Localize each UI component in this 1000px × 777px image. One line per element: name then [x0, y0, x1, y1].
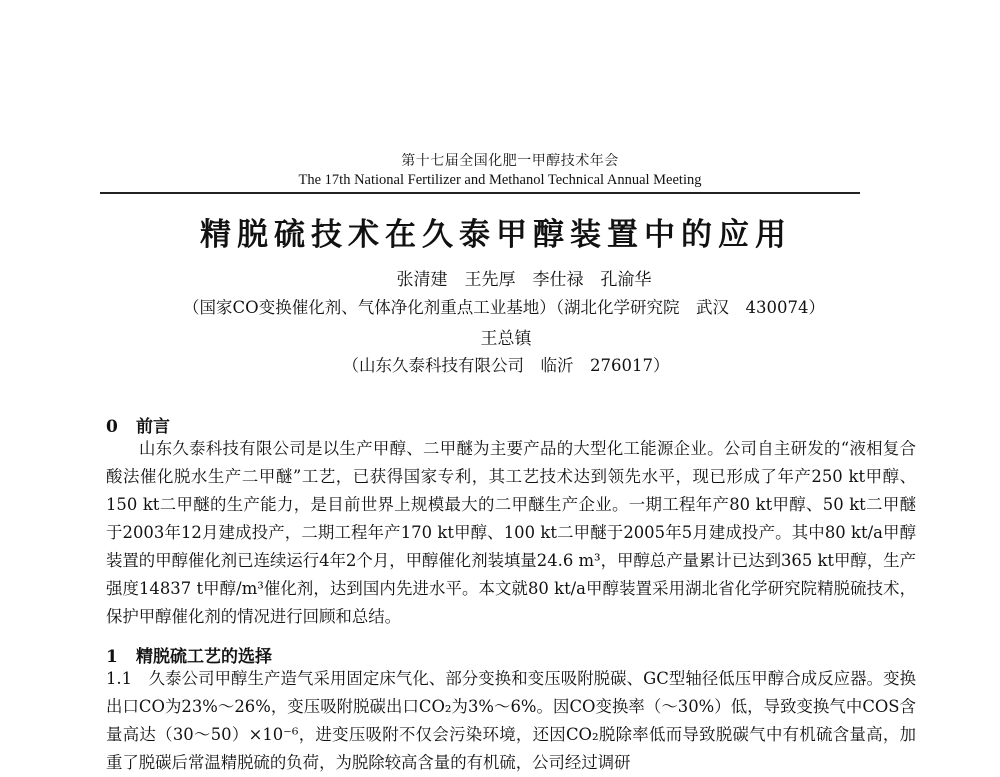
paragraph: 1.1 久泰公司甲醇生产造气采用固定床气化、部分变换和变压吸附脱碳、GC型轴径低压甲醇合成反应器。变换出口CO为23%～26%，变压吸附脱碳出口CO₂为3%～6%。因CO变换率（～30%）低，导致变换气中COS含量高达（30～50）×10⁻⁶，进变压吸附不仅会污染环境，还因CO₂脱除率低而导致脱碳气中有机硫含量高，加重了脱碳后常温精脱硫的负荷，为脱除较高含量的有机硫，公司经过调研 — [106, 669, 916, 772]
section-number: 1 — [106, 647, 118, 667]
header-rule — [100, 192, 860, 194]
section-0-body — [106, 435, 916, 631]
author-2: 王总镇 — [480, 329, 532, 349]
section-title: 前言 — [136, 417, 170, 437]
section-heading-1 — [106, 642, 272, 667]
section-title: 精脱硫工艺的选择 — [136, 647, 272, 667]
affiliation-2: （山东久泰科技有限公司 临沂 276017） — [342, 356, 670, 375]
affiliation-1: （国家CO变换催化剂、气体净化剂重点工业基地）（湖北化学研究院 武汉 430074） — [183, 298, 825, 317]
section-number: 0 — [106, 417, 118, 437]
article-title: 精脱硫技术在久泰甲醇装置中的应用 — [200, 217, 792, 253]
conference-title-en: The 17th National Fertilizer and Methanol Technical Annual Meeting — [298, 172, 702, 188]
paragraph: 山东久泰科技有限公司是以生产甲醇、二甲醚为主要产品的大型化工能源企业。公司自主研发的“液相复合酸法催化脱水生产二甲醚”工艺，已获得国家专利，其工艺技术达到领先水平，现已形成了年产250 kt甲醇、150 kt二甲醚的生产能力，是目前世界上规模最大的二甲醚生产企业。一期工程年产80 kt甲醇、50 kt二甲醚于2003年12月建成投产，二期工程年产170 kt甲醇、100 kt二甲醚于2005年5月建成投产。其中80 kt/a甲醇装置的甲醇催化剂已连续运行4年2个月，甲醇催化剂装填量24.6 m³，甲醇总产量累计已达到365 kt甲醇，生产强度14837 t甲醇/m³催化剂，达到国内先进水平。本文就80 kt/a甲醇装置采用湖北省化学研究院精脱硫技术，保护甲醇催化剂的情况进行回顾和总结。 — [106, 439, 916, 626]
conference-title-cn: 第十七届全国化肥一甲醇技术年会 — [401, 153, 619, 169]
author-list: 张清建 王先厚 李仕禄 孔渝华 — [396, 270, 652, 290]
section-heading-0 — [106, 412, 170, 437]
section-1-body — [106, 665, 916, 777]
